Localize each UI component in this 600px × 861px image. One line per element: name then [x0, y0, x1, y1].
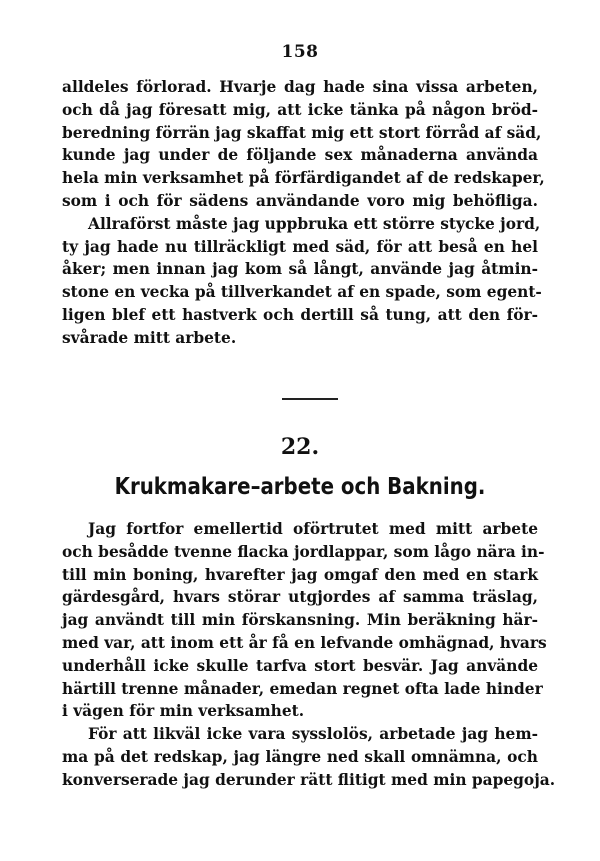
text-line: till min boning, hvarefter jag omgaf den med en stark [62, 565, 538, 584]
text-line: konverserade jag derunder rätt flitigt med min papegoja. [62, 770, 556, 789]
text-line: med var, att inom ett år få en lefvande omhägnad, hvars [62, 633, 547, 652]
text-line: underhåll icke skulle tarfva stort besvär. Jag använde [62, 656, 538, 675]
text-line: åker; men innan jag kom så långt, använde jag åtmin- [62, 260, 538, 279]
text-line: ma på det redskap, jag längre ned skall omnämna, och [62, 747, 538, 766]
chapter-number: 22. [280, 434, 320, 460]
text-line: För att likväl icke vara sysslolös, arbetade jag hem- [88, 725, 538, 744]
text-line: ty jag hade nu tillräckligt med säd, för att beså en hel [62, 237, 538, 256]
text-line: gärdesgård, hvars störar utgjordes af samma träslag, [62, 588, 538, 607]
text-line: jag användt till min förskansning. Min beräkning här- [62, 611, 538, 630]
text-line: kunde jag under de följande sex månaderna använda [62, 146, 538, 165]
top-text-block [62, 76, 545, 350]
text-line: ligen blef ett hastverk och dertill så tung, att den för- [62, 305, 538, 324]
bottom-text-block [62, 518, 556, 792]
page-number: 158 [281, 42, 319, 62]
text-line: alldeles förlorad. Hvarje dag hade sina vissa arbeten, [62, 78, 538, 96]
text-line: och besådde tvenne flacka jordlappar, som lågo nära in- [62, 542, 545, 561]
text-line: beredning förrän jag skaffat mig ett stort förråd af säd, [62, 123, 542, 142]
text-line: Jag fortfor emellertid oförtrutet med mitt arbete [88, 520, 538, 538]
section-divider [282, 398, 338, 400]
text-line: i vägen för min verksamhet. [62, 702, 305, 721]
text-line: härtill trenne månader, emedan regnet ofta lade hinder [62, 679, 543, 698]
text-line: och då jag föresatt mig, att icke tänka på någon bröd- [62, 100, 538, 119]
chapter-title: Krukmakare–arbete och Bakning. [114, 474, 486, 500]
text-line: stone en vecka på tillverkandet af en spade, som egent- [62, 283, 542, 302]
text-line: Allraförst måste jag uppbruka ett större stycke jord, [88, 214, 541, 233]
text-line: svårade mitt arbete. [62, 328, 237, 347]
text-line: som i och för sädens användande voro mig behöfliga. [62, 191, 538, 210]
text-line: hela min verksamhet på förfärdigandet af de redskaper, [62, 169, 545, 188]
